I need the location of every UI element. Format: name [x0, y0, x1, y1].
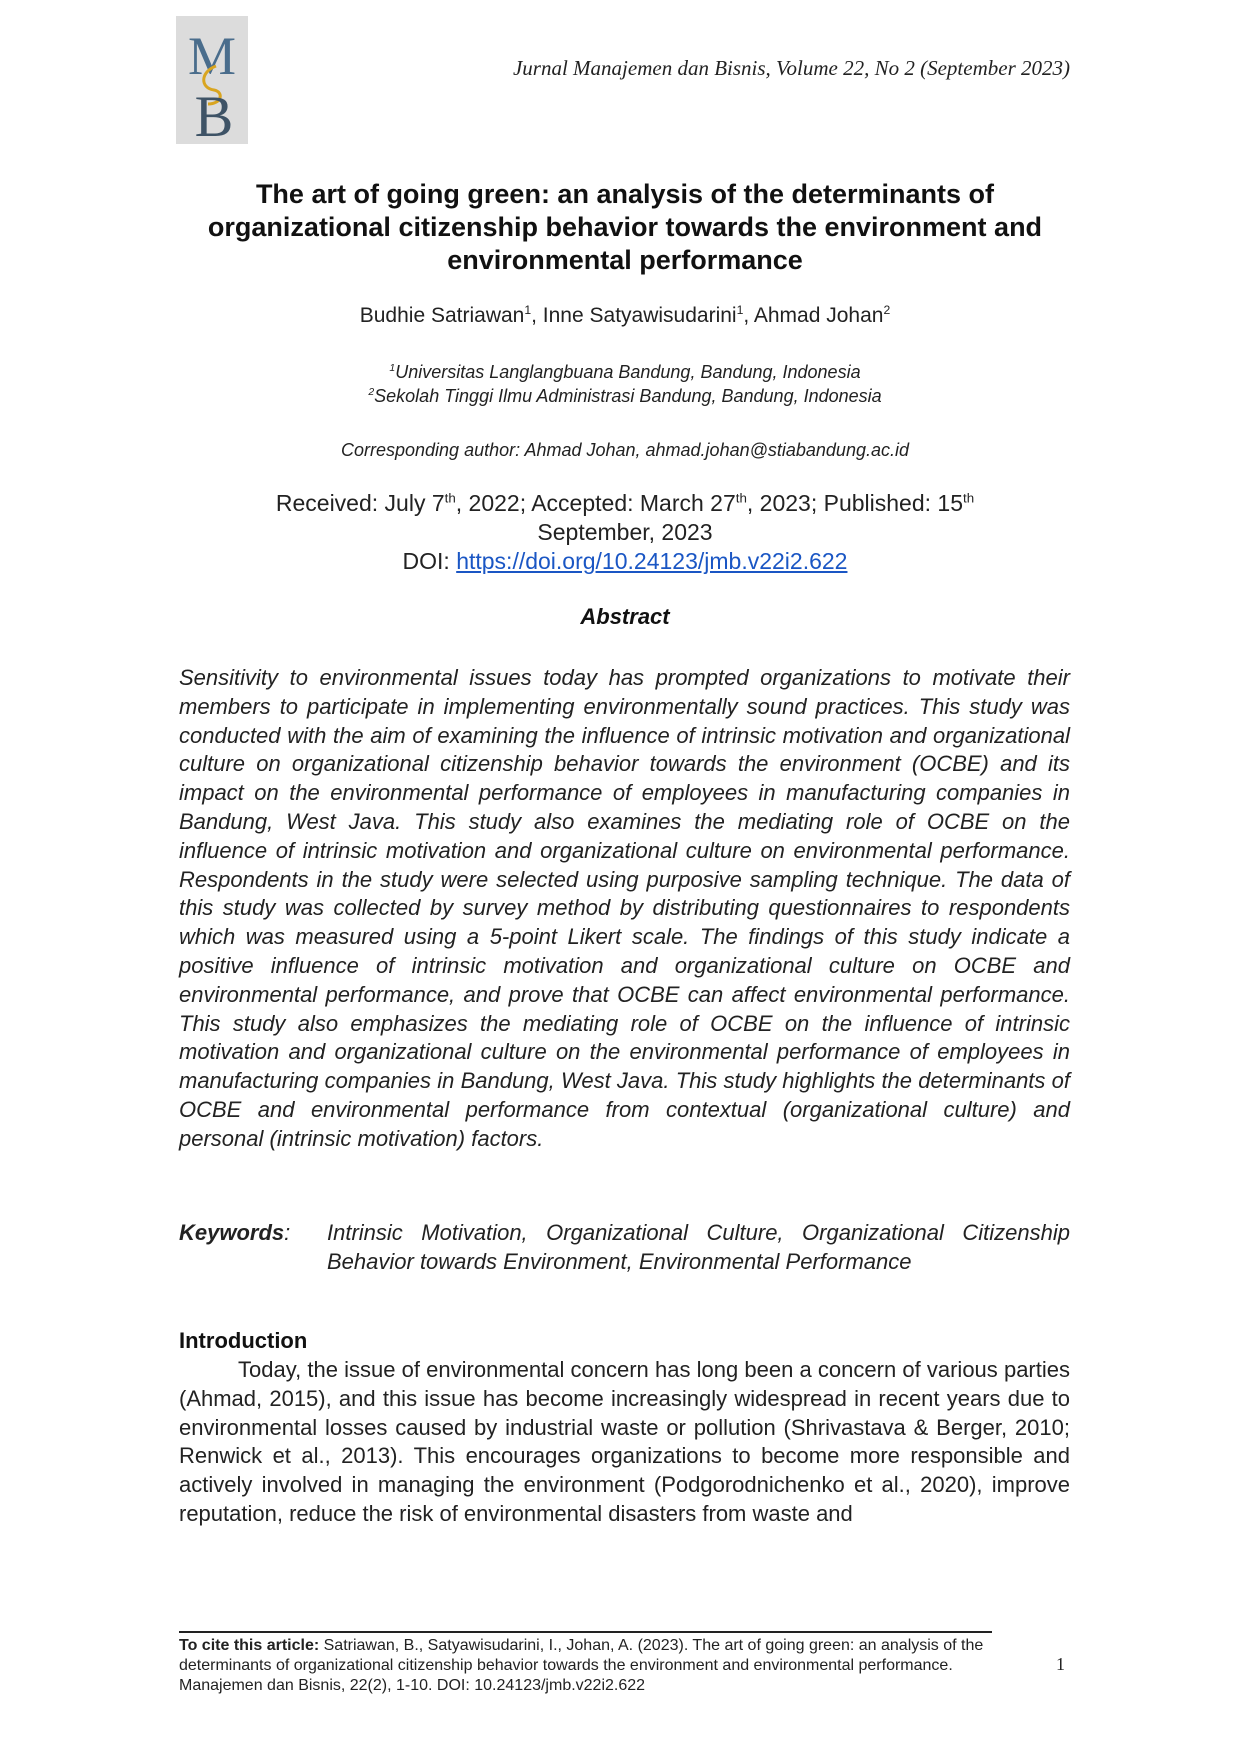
page-number: 1	[1056, 1654, 1065, 1674]
citation-text: Satriawan, B., Satyawisudarini, I., Johan, A. (2023). The art of going green: an analysis of the determinants of organizational citizenship behavior towards the environment and environmental performance. Manajemen dan Bisnis, 22(2), 1-10. DOI: 10.24123/jmb.v22i2.622	[179, 1637, 984, 1694]
published-date-rest: September, 2023	[537, 519, 713, 545]
svg-text:B: B	[194, 84, 234, 144]
ordinal-suffix: th	[963, 490, 975, 506]
citation-footnote	[179, 1636, 999, 1696]
affiliation	[170, 362, 1080, 383]
paper-title: The art of going green: an analysis of the determinants of organizational citizenship behavior towards the environment and environmental performance	[207, 179, 1043, 275]
published-date: , 2023; Published: 15	[746, 490, 963, 516]
author-affiliation-mark: 1	[736, 303, 744, 317]
journal-running-header: Jurnal Manajemen dan Bisnis, Volume 22, No 2 (September 2023)	[512, 56, 1070, 80]
author-name: Budhie Satriawan	[359, 304, 525, 327]
affiliation-text: Sekolah Tinggi Ilmu Administrasi Bandung, Bandung, Indonesia	[374, 386, 882, 406]
author-name: Ahmad Johan	[753, 304, 884, 327]
doi-line	[170, 548, 1080, 575]
journal-logo	[176, 16, 248, 144]
publication-dates	[230, 489, 1020, 547]
author-affiliation-mark: 2	[883, 303, 891, 317]
journal-logo-mark	[176, 16, 248, 144]
svg-text:M: M	[187, 26, 237, 86]
ordinal-suffix: th	[735, 490, 747, 506]
keywords-label-text: Keywords	[179, 1220, 285, 1245]
corresponding-author: Corresponding author: Ahmad Johan, ahmad.johan@stiabandung.ac.id	[341, 440, 909, 460]
keywords-colon: :	[284, 1220, 291, 1245]
author-affiliation-mark: 1	[524, 303, 532, 317]
received-date: Received: July 7	[275, 490, 445, 516]
affiliation	[170, 386, 1080, 407]
keywords-label	[179, 1218, 290, 1247]
footnote-divider	[179, 1631, 992, 1633]
author-list	[170, 304, 1080, 328]
affiliation-text: Universitas Langlangbuana Bandung, Bandung, Indonesia	[395, 362, 861, 382]
author-separator: ,	[531, 304, 543, 327]
keywords	[179, 1218, 1070, 1276]
introduction-heading: Introduction	[179, 1328, 308, 1353]
doi-link[interactable]: https://doi.org/10.24123/jmb.v22i2.622	[456, 548, 848, 574]
keywords-text: Intrinsic Motivation, Organizational Culture, Organizational Citizenship Behavior towards Environment, Environmental Performance	[327, 1220, 1070, 1274]
ordinal-suffix: th	[444, 490, 456, 506]
abstract-heading: Abstract	[580, 604, 670, 629]
citation-label: To cite this article:	[179, 1637, 320, 1654]
author-name: Inne Satyawisudarini	[542, 304, 737, 327]
introduction-body: Today, the issue of environmental concern has long been a concern of various parties (Ahmad, 2015), and this issue has become increasingly widespread in recent years due to environmental losses caused by industrial waste or pollution (Shrivastava & Berger, 2010; Renwick et al., 2013). This encourages organizations to become more responsible and actively involved in managing the environment (Podgorodnichenko et al., 2020), improve reputation, reduce the risk of environmental disasters from waste and	[179, 1357, 1070, 1526]
author-separator: ,	[743, 304, 754, 327]
doi-label: DOI:	[402, 548, 457, 574]
affiliation-mark: 1	[389, 363, 396, 374]
accepted-date: , 2022; Accepted: March 27	[455, 490, 736, 516]
abstract-body: Sensitivity to environmental issues today has prompted organizations to motivate their members to participate in implementing environmentally sound practices. This study was conducted with the aim of examining the influence of intrinsic motivation and organizational culture on organizational citizenship behavior towards the environment (OCBE) and its impact on the environmental performance of employees in manufacturing companies in Bandung, West Java. This study also examines the mediating role of OCBE on the influence of intrinsic motivation and organizational culture on environmental performance. Respondents in the study were selected using purposive sampling technique. The data of this study was collected by survey method by distributing questionnaires to respondents which was measured using a 5-point Likert scale. The findings of this study indicate a positive influence of intrinsic motivation and organizational culture on OCBE and environmental performance, and prove that OCBE can affect environmental performance. This study also emphasizes the mediating role of OCBE on the influence of intrinsic motivation and organizational culture on the environmental performance of employees in manufacturing companies in Bandung, West Java. This study highlights the determinants of OCBE and environmental performance from contextual (organizational culture) and personal (intrinsic motivation) factors.	[179, 665, 1070, 1151]
affiliation-mark: 2	[368, 387, 375, 398]
